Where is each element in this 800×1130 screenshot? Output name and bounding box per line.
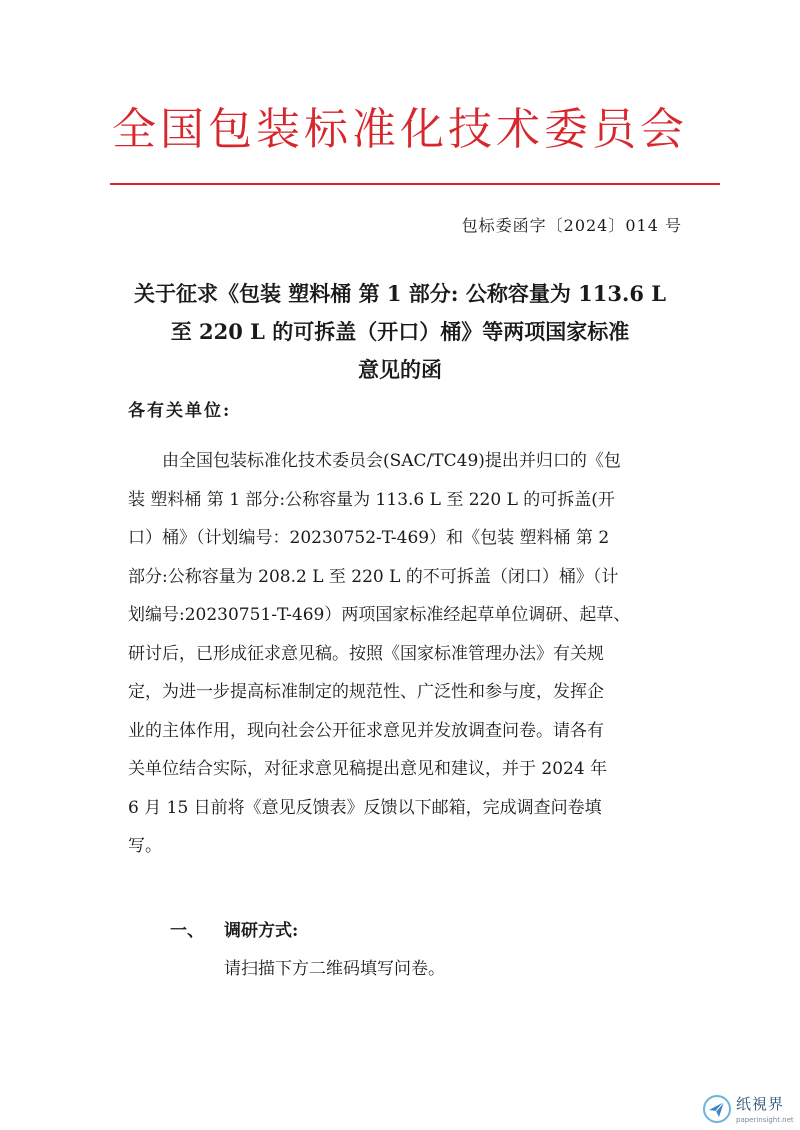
section-text: 请扫描下方二维码填写问卷。 — [224, 959, 445, 979]
document-number: 包标委函字〔2024〕014 号 — [461, 216, 682, 235]
body-line: 装 塑料桶 第 1 部分:公称容量为 113.6 L 至 220 L 的可拆盖(开 — [128, 489, 615, 510]
body-line: 划编号:20230751-T-469）两项国家标准经起草单位调研、起草、 — [128, 605, 631, 625]
body-line: 写。 — [128, 836, 162, 856]
document-title — [60, 275, 740, 389]
body-line: 研讨后，已形成征求意见稿。按照《国家标准管理办法》有关规 — [128, 643, 604, 664]
section-title: 调研方式: — [224, 921, 299, 941]
watermark-url: paperinsight.net — [736, 1116, 794, 1124]
watermark — [702, 1092, 800, 1130]
watermark-name: 纸視界 — [736, 1095, 785, 1113]
title-line: 至 220 L 的可拆盖（开口）桶》等两项国家标准 — [170, 319, 630, 344]
body-line: 由全国包装标准化技术委员会(SAC/TC49)提出并归口的《包 — [162, 451, 621, 471]
body-line: 6 月 15 日前将《意见反馈表》反馈以下邮箱，完成调查问卷填 — [128, 797, 602, 818]
salutation: 各有关单位: — [128, 401, 232, 421]
header-divider — [110, 183, 720, 185]
body-line: 业的主体作用，现向社会公开征求意见并发放调查问卷。请各有 — [128, 720, 604, 741]
body-line: 关单位结合实际，对征求意见稿提出意见和建议，并于 2024 年 — [128, 759, 608, 779]
organization-header: 全国包装标准化技术委员会 — [112, 104, 688, 155]
section-heading — [170, 918, 298, 944]
body-paragraph — [128, 442, 694, 866]
paper-plane-logo-icon — [702, 1094, 732, 1124]
title-line: 意见的函 — [358, 357, 442, 382]
body-line: 口）桶》（计划编号：20230752-T-469）和《包装 塑料桶 第 2 — [128, 528, 610, 548]
section-number: 一、 — [170, 921, 204, 941]
body-line: 定，为进一步提高标准制定的规范性、广泛性和参与度，发挥企 — [128, 682, 604, 702]
title-line: 关于征求《包装 塑料桶 第 1 部分: 公称容量为 113.6 L — [133, 281, 667, 306]
body-line: 部分:公称容量为 208.2 L 至 220 L 的不可拆盖（闭口）桶》（计 — [128, 566, 619, 587]
